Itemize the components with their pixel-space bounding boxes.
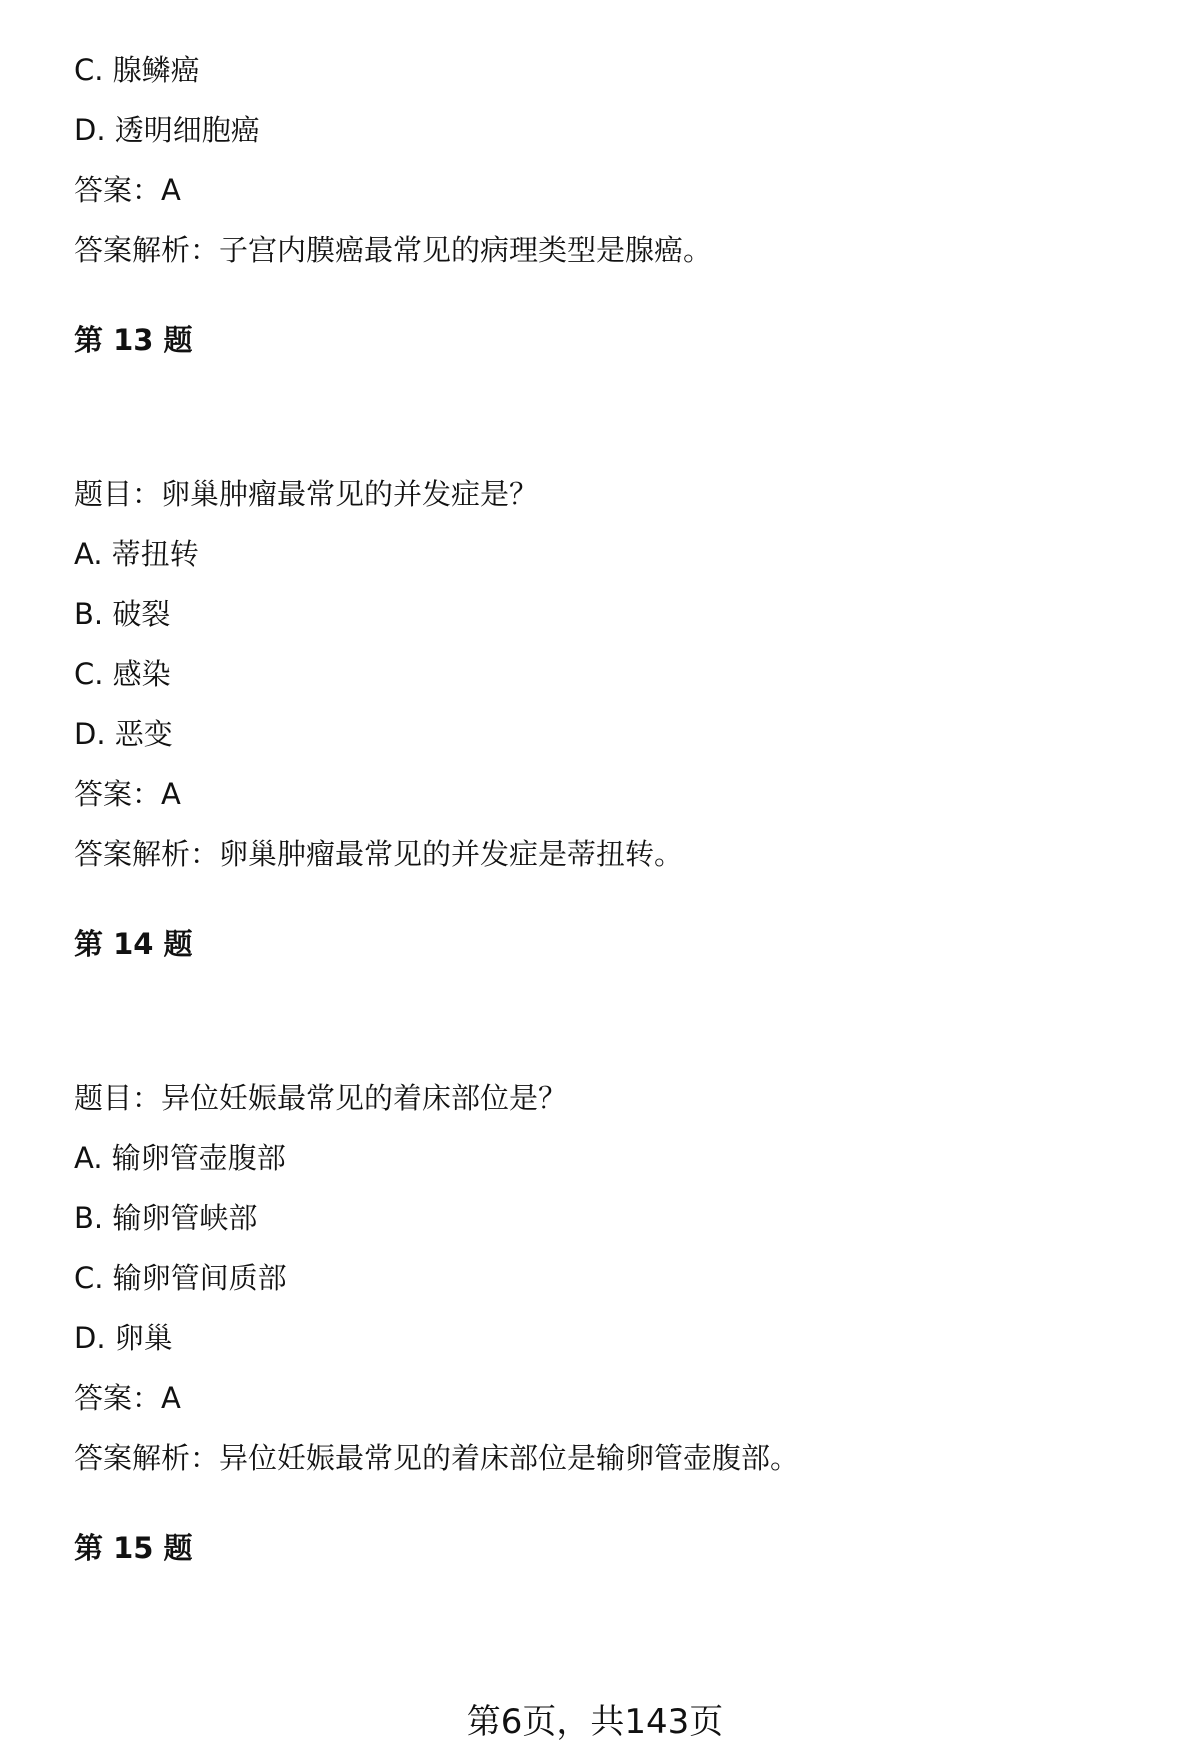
- q13-answer: 答案：A: [74, 777, 181, 811]
- q13-option-c: C. 感染: [74, 657, 171, 691]
- q14-analysis: 答案解析：异位妊娠最常见的着床部位是输卵管壶腹部。: [74, 1441, 800, 1475]
- q12-option-c: C. 腺鳞癌: [74, 53, 200, 87]
- q13-option-b: B. 破裂: [74, 597, 171, 631]
- q13-heading: 第 13 题: [74, 323, 193, 357]
- q14-option-b: B. 输卵管峡部: [74, 1201, 258, 1235]
- q12-analysis: 答案解析：子宫内膜癌最常见的病理类型是腺癌。: [74, 233, 713, 267]
- q13-option-a: A. 蒂扭转: [74, 537, 199, 571]
- q14-option-d: D. 卵巢: [74, 1321, 173, 1355]
- q13-analysis: 答案解析：卵巢肿瘤最常见的并发症是蒂扭转。: [74, 837, 684, 871]
- q13-option-d: D. 恶变: [74, 717, 173, 751]
- q12-answer: 答案：A: [74, 173, 181, 207]
- q14-option-a: A. 输卵管壶腹部: [74, 1141, 286, 1175]
- q13-question: 题目：卵巢肿瘤最常见的并发症是？: [74, 477, 539, 511]
- page-number-footer: 第6页，共143页: [466, 1702, 724, 1742]
- q14-option-c: C. 输卵管间质部: [74, 1261, 287, 1295]
- q14-question: 题目：异位妊娠最常见的着床部位是？: [74, 1081, 568, 1115]
- q14-heading: 第 14 题: [74, 927, 193, 961]
- q15-heading: 第 15 题: [74, 1531, 193, 1565]
- q12-option-d: D. 透明细胞癌: [74, 113, 260, 147]
- q14-answer: 答案：A: [74, 1381, 181, 1415]
